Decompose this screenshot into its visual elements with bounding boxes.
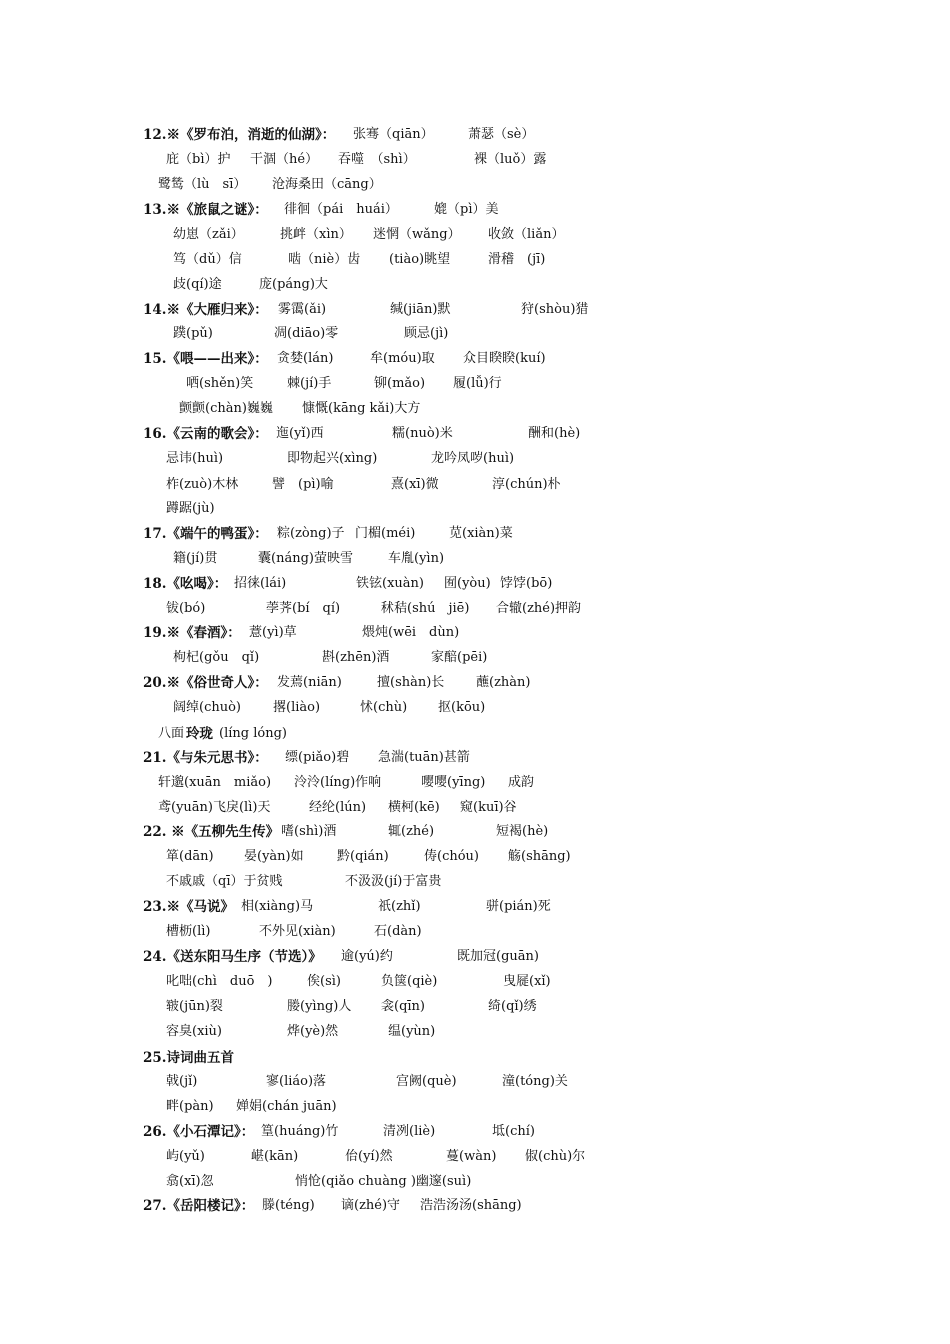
section-heading: 22. ※《五柳先生传》 (143, 824, 280, 840)
vocab-entry: 譬 (pì)喻 (272, 477, 334, 492)
vocab-entry: 箪(dān) (166, 849, 214, 864)
vocab-entry: 收敛（liǎn） (488, 227, 565, 242)
vocab-entry: 发蔫(niān) (277, 675, 342, 690)
vocab-entry: 歧(qí)途 (173, 277, 222, 292)
vocab-entry: 张骞（qiān） (353, 127, 434, 142)
vocab-entry: 抠(kōu) (438, 700, 486, 715)
vocab-entry: 牟(móu)取 (370, 351, 435, 366)
vocab-entry: 招徕(lái) (234, 576, 287, 591)
vocab-entry: 迷惘（wǎng） (373, 227, 461, 242)
vocab-entry: 斟(zhēn)酒 (322, 650, 390, 665)
vocab-entry: 钹(bó) (166, 601, 206, 616)
vocab-entry: 门楣(méi) (355, 526, 416, 541)
vocab-entry: 媲（pì）美 (434, 202, 499, 217)
vocab-entry: 不戚戚（qī）于贫贱 (166, 874, 283, 889)
vocab-entry: 鸢(yuān)飞戾(lì)天 (158, 800, 271, 815)
vocab-entry: 囊(náng)萤映雪 (258, 551, 353, 566)
vocab-entry: 祇(zhǐ) (378, 899, 421, 914)
vocab-entry: 煨炖(wēi dùn) (362, 625, 460, 640)
vocab-entry: 徘徊（pái huái） (284, 202, 398, 217)
vocab-entry: 即物起兴(xìng) (287, 451, 378, 466)
vocab-entry: 酬和(hè) (528, 426, 581, 441)
vocab-entry: 庞(páng)大 (259, 277, 328, 292)
vocab-entry: 籍(jí)贯 (173, 551, 218, 566)
vocab-entry: 蘸(zhàn) (476, 675, 531, 690)
section-heading: 23.※《马说》 (143, 899, 234, 915)
section-heading: 24.《送东阳马生序（节选）》 (143, 949, 322, 965)
vocab-entry: 薏(yì)草 (249, 625, 297, 640)
vocab-entry: 成韵 (508, 775, 535, 790)
vocab-entry: 龙吟凤哕(huì) (431, 451, 515, 466)
vocab-entry: 铆(mǎo) (374, 376, 426, 391)
section-heading: 13.※《旅鼠之谜》： (143, 202, 268, 218)
vocab-entry: 顾忌(jì) (404, 326, 449, 341)
vocab-entry: 寥(liáo)落 (266, 1074, 327, 1089)
vocab-entry: 枸杞(gǒu qǐ) (173, 650, 260, 665)
vocab-entry: 戟(jǐ) (166, 1074, 198, 1089)
vocab-entry: 滕(téng) (262, 1198, 315, 1213)
vocab-entry: 俶(chù)尔 (525, 1149, 586, 1164)
vocab-entry: 悄怆(qiǎo chuàng )幽邃(suì) (295, 1174, 472, 1189)
vocab-entry: 忌讳(huì) (166, 451, 224, 466)
vocab-entry: 慷慨(kāng kǎi)大方 (302, 401, 421, 416)
vocab-entry: 贪婪(lán) (277, 351, 334, 366)
vocab-entry: 嵁(kān) (251, 1149, 299, 1164)
vocab-entry: 饽饽(bō) (500, 576, 553, 591)
vocab-entry: 负箧(qiè) (381, 974, 438, 989)
vocab-entry: 撂(liào) (273, 700, 321, 715)
vocab-entry: 槽枥(lì) (166, 924, 211, 939)
vocab-entry: 迤(yǐ)西 (276, 426, 324, 441)
vocab-entry: 潼(tóng)关 (502, 1074, 568, 1089)
vocab-entry: 婵娟(chán juān) (236, 1099, 337, 1114)
vocab-entry: 阔绰(chuò) (173, 700, 241, 715)
vocab-entry: 秫秸(shú jiē) (381, 601, 470, 616)
vocab-entry: 短褐(hè) (496, 824, 549, 839)
vocab-entry: 哂(shěn)笑 (186, 376, 254, 391)
vocab-entry: 狩(shòu)猎 (521, 302, 589, 317)
vocab-entry: 不汲汲(jí)于富贵 (345, 874, 442, 889)
section-heading: 15.《喂——出来》： (143, 351, 268, 367)
vocab-entry: 晏(yàn)如 (244, 849, 304, 864)
vocab-entry: 容臭(xiù) (166, 1024, 223, 1039)
section-heading: 12.※《罗布泊，消逝的仙湖》： (143, 127, 336, 143)
vocab-entry: 囿(yòu) (444, 576, 491, 591)
vocab-entry: 辄(zhé) (388, 824, 435, 839)
vocab-entry: 挑衅（xìn） (280, 227, 352, 242)
section-heading: 17.《端午的鸭蛋》： (143, 526, 268, 542)
vocab-entry: 家醅(pēi) (431, 650, 488, 665)
vocab-entry: 车胤(yìn) (388, 551, 445, 566)
vocab-entry: 坻(chí) (492, 1124, 535, 1139)
vocab-entry: 急湍(tuān)甚箭 (378, 750, 470, 765)
vocab-entry: 蹲踞(jù) (166, 501, 215, 516)
vocab-entry: 沧海桑田（cāng） (272, 177, 382, 192)
vocab-entry: 合辙(zhé)押韵 (496, 601, 582, 616)
vocab-entry: 媵(yìng)人 (287, 999, 352, 1014)
vocab-entry: 滑稽 (jī) (488, 252, 546, 267)
vocab-entry: 众目睽睽(kuí) (463, 351, 546, 366)
section-heading: 27.《岳阳楼记》： (143, 1198, 255, 1214)
vocab-entry: 蹼(pǔ) (173, 326, 213, 341)
vocab-entry: 皲(jūn)裂 (166, 999, 223, 1014)
section-heading: 14.※《大雁归来》： (143, 302, 268, 318)
vocab-entry: 笃（dǔ）信 (173, 252, 242, 267)
vocab-entry: 宫阙(què) (396, 1074, 457, 1089)
vocab-entry: 叱咄(chì duō ) (166, 974, 273, 989)
vocab-entry: 擅(shàn)长 (377, 675, 445, 690)
vocab-entry: 淳(chún)朴 (492, 477, 561, 492)
vocab-entry: 俟(sì) (307, 974, 341, 989)
vocab-entry: 八面 (158, 726, 185, 741)
vocab-entry: 粽(zòng)子 (277, 526, 345, 541)
vocab-entry: 苋(xiàn)菜 (449, 526, 513, 541)
vocab-entry: 不外见(xiàn) (259, 924, 336, 939)
vocab-entry: 衾(qīn) (381, 999, 425, 1014)
vocab-entry: 幼崽（zǎi） (173, 227, 244, 242)
vocab-entry: 柞(zuò)木林 (166, 477, 239, 492)
section-heading: 19.※《春酒》： (143, 625, 241, 641)
vocab-entry: 烨(yè)然 (287, 1024, 339, 1039)
vocab-entry: 翕(xī)忽 (166, 1174, 214, 1189)
section-heading: 25.诗词曲五首 (143, 1050, 234, 1066)
vocab-entry: 屿(yǔ) (166, 1149, 205, 1164)
vocab-entry: 窥(kuī)谷 (460, 800, 517, 815)
vocab-entry: 雾霭(ǎi) (278, 302, 327, 317)
vocab-entry: 熹(xī)微 (391, 477, 439, 492)
vocab-entry: 绮(qǐ)绣 (488, 999, 537, 1014)
vocab-entry: 觞(shāng) (508, 849, 571, 864)
vocab-entry: 萧瑟（sè） (468, 127, 535, 142)
vocab-entry: 缥(piǎo)碧 (285, 750, 350, 765)
vocab-entry: 畔(pàn) (166, 1099, 214, 1114)
vocab-entry: 篁(huáng)竹 (261, 1124, 339, 1139)
vocab-entry: 横柯(kē) (388, 800, 440, 815)
vocab-entry: 经纶(lún) (309, 800, 367, 815)
vocab-entry: 凋(diāo)零 (274, 326, 339, 341)
vocab-entry: (tiào)眺望 (389, 252, 451, 267)
vocab-entry: 轩邈(xuān miǎo) (158, 775, 272, 790)
vocab-entry: 蔓(wàn) (446, 1149, 497, 1164)
vocab-entry: 履(lǚ)行 (453, 376, 502, 391)
vocab-entry: 缊(yùn) (388, 1024, 436, 1039)
vocab-entry: 铁铉(xuàn) (356, 576, 424, 591)
vocab-entry: 啮（niè）齿 (288, 252, 361, 267)
vocab-entry: 颤颤(chàn)巍巍 (179, 401, 273, 416)
vocab-entry: 相(xiàng)马 (241, 899, 314, 914)
section-heading: 16.《云南的歌会》： (143, 426, 268, 442)
section-heading: 20.※《俗世奇人》： (143, 675, 268, 691)
vocab-entry: 糯(nuò)米 (392, 426, 453, 441)
vocab-entry: 既加冠(guān) (457, 949, 539, 964)
vocab-entry: 裸（luǒ）露 (474, 152, 547, 167)
vocab-entry: 棘(jí)手 (287, 376, 332, 391)
vocab-entry: 庇（bì）护 (166, 152, 231, 167)
section-heading: 21.《与朱元思书》： (143, 750, 268, 766)
vocab-entry: 俦(chóu) (424, 849, 479, 864)
vocab-entry: 干涸（hé） (250, 152, 319, 167)
vocab-entry: 吞噬 （shì） (338, 152, 416, 167)
vocab-entry: 嗜(shì)酒 (281, 824, 337, 839)
vocab-entry: 黔(qián) (337, 849, 389, 864)
vocab-entry: 谪(zhé)守 (341, 1198, 401, 1213)
vocab-entry: 清冽(liè) (383, 1124, 436, 1139)
section-heading: 玲珑 (186, 726, 213, 742)
vocab-entry: 泠泠(líng)作响 (294, 775, 382, 790)
vocab-entry: 缄(jiān)默 (390, 302, 451, 317)
vocab-entry: 浩浩汤汤(shāng) (420, 1198, 522, 1213)
vocab-entry: 骈(pián)死 (486, 899, 551, 914)
vocab-entry: 曳屣(xǐ) (503, 974, 551, 989)
vocab-entry: 怵(chù) (360, 700, 408, 715)
vocab-entry: 石(dàn) (374, 924, 422, 939)
vocab-entry: 逾(yú)约 (341, 949, 393, 964)
vocab-entry: 佁(yí)然 (345, 1149, 393, 1164)
section-heading: 26.《小石潭记》： (143, 1124, 255, 1140)
vocab-entry: (líng lóng) (219, 726, 287, 741)
section-heading: 18.《吆喝》： (143, 576, 228, 592)
vocab-entry: 鹭鸶（lù sī） (158, 177, 247, 192)
vocab-entry: 嘤嘤(yīng) (421, 775, 486, 790)
vocab-entry: 荸荠(bí qí) (266, 601, 341, 616)
